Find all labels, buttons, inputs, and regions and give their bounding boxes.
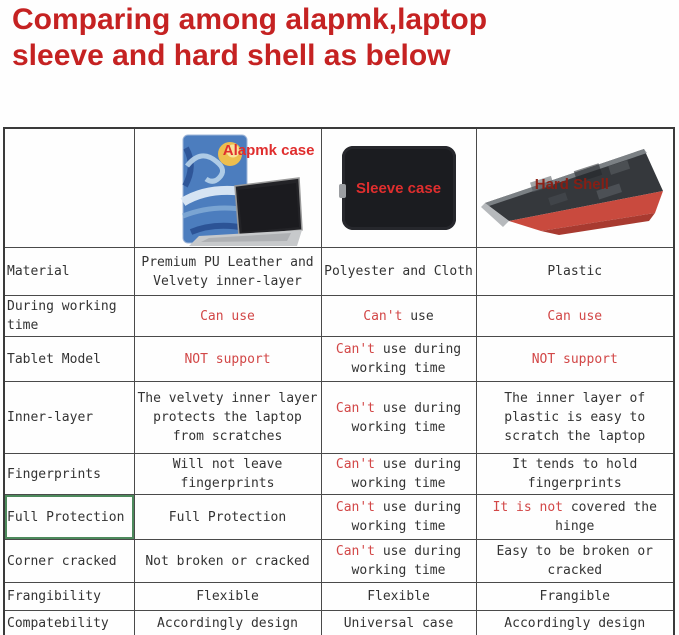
title-line-2: sleeve and hard shell as below [12,39,451,72]
row-label: Tablet Model [4,337,134,382]
row-label: Full Protection [4,495,134,540]
cell-text: Can't [335,500,376,515]
cell-text: Not broken or cracked [145,553,310,569]
table-cell [134,611,321,635]
table-cell [134,583,321,611]
table-cell [321,248,476,296]
table-cell [321,540,476,583]
table-cell [476,296,674,337]
product-alapmk-cell [134,128,321,248]
sleeve-case-label: Sleeve case [355,179,442,197]
row-label: Material [4,248,134,296]
row-label: Fingerprints [4,454,134,495]
cell-text: Frangible [539,589,610,604]
table-cell [321,296,476,337]
row-label: Frangibility [4,583,134,611]
row-label: Inner-layer [4,382,134,454]
cell-text: Can't [335,544,376,559]
page-title [12,2,662,74]
product-sleeve-cell [321,128,476,248]
table-cell [321,382,476,454]
cell-text: covered the hinge [555,500,657,534]
cell-text: NOT support [184,351,271,367]
table-row [4,495,674,540]
cell-text: Can't [335,342,376,357]
cell-text: use during working time [351,544,462,578]
cell-text: Plastic [547,264,603,279]
hard-shell-label: Hard Shell [534,176,609,193]
table-cell [134,248,321,296]
title-line-1: Comparing among alapmk,laptop [12,3,488,36]
cell-text: The inner layer of plastic is easy to scratch the laptop [504,391,646,444]
cell-text: use during working time [351,400,462,435]
cell-text: use during working time [351,500,462,534]
table-cell [134,337,321,382]
cell-text: Full Protection [168,509,287,525]
cell-text: Will not leave fingerprints [172,457,283,491]
table-cell [134,382,321,454]
hard-shell-image [479,143,671,237]
corner-cell [4,128,134,248]
table-row [4,296,674,337]
table-row [4,248,674,296]
row-label: During working time [4,296,134,337]
table-row [4,337,674,382]
table-cell [321,495,476,540]
cell-text: Premium PU Leather and Velvety inner-layer [141,254,314,289]
table-cell [134,540,321,583]
table-cell [134,296,321,337]
cell-text: Flexible [196,589,259,604]
table-row [4,611,674,635]
table-cell [321,454,476,495]
row-label: Compatebility [4,611,134,635]
table-cell [321,337,476,382]
table-cell [476,540,674,583]
cell-text: Can't [335,400,376,416]
cell-text: Accordingly design [504,616,646,632]
table-cell [476,583,674,611]
table-cell [476,248,674,296]
row-label: Corner cracked [4,540,134,583]
table-row [4,454,674,495]
product-header-row [4,128,674,248]
table-cell [321,611,476,635]
table-row [4,382,674,454]
table-row [4,583,674,611]
table-cell [134,454,321,495]
table-cell [476,382,674,454]
table-cell [321,583,476,611]
comparison-table [3,127,675,635]
cell-text: Can use [547,308,603,324]
cell-text: Can use [200,308,255,324]
product-hardshell-cell [476,128,674,248]
cell-text: Universal case [343,616,454,632]
table-cell [476,454,674,495]
alapmk-case-label: Alapmk case [222,142,315,159]
zipper-pull-icon [339,184,346,198]
cell-text: Can't [363,308,403,324]
cell-text: Polyester and Cloth [324,264,473,279]
sleeve-case-image [342,146,456,230]
cell-text: Can't [335,457,376,472]
table-row [4,540,674,583]
cell-text: use during working time [351,457,462,491]
cell-text: It is not [492,500,564,515]
table-cell [476,337,674,382]
cell-text: NOT support [531,351,618,367]
table-cell [134,495,321,540]
cell-text: Accordingly design [157,616,298,632]
cell-text: Flexible [367,589,430,604]
cell-text: The velvety inner layer protects the laptop from scratches [137,391,318,444]
table-cell [476,611,674,635]
table-cell [476,495,674,540]
cell-text: use [402,308,434,324]
cell-text: use during working time [351,342,462,376]
cell-text: It tends to hold fingerprints [512,457,638,491]
cell-text: Easy to be broken or cracked [496,544,654,578]
table-body [4,248,674,635]
